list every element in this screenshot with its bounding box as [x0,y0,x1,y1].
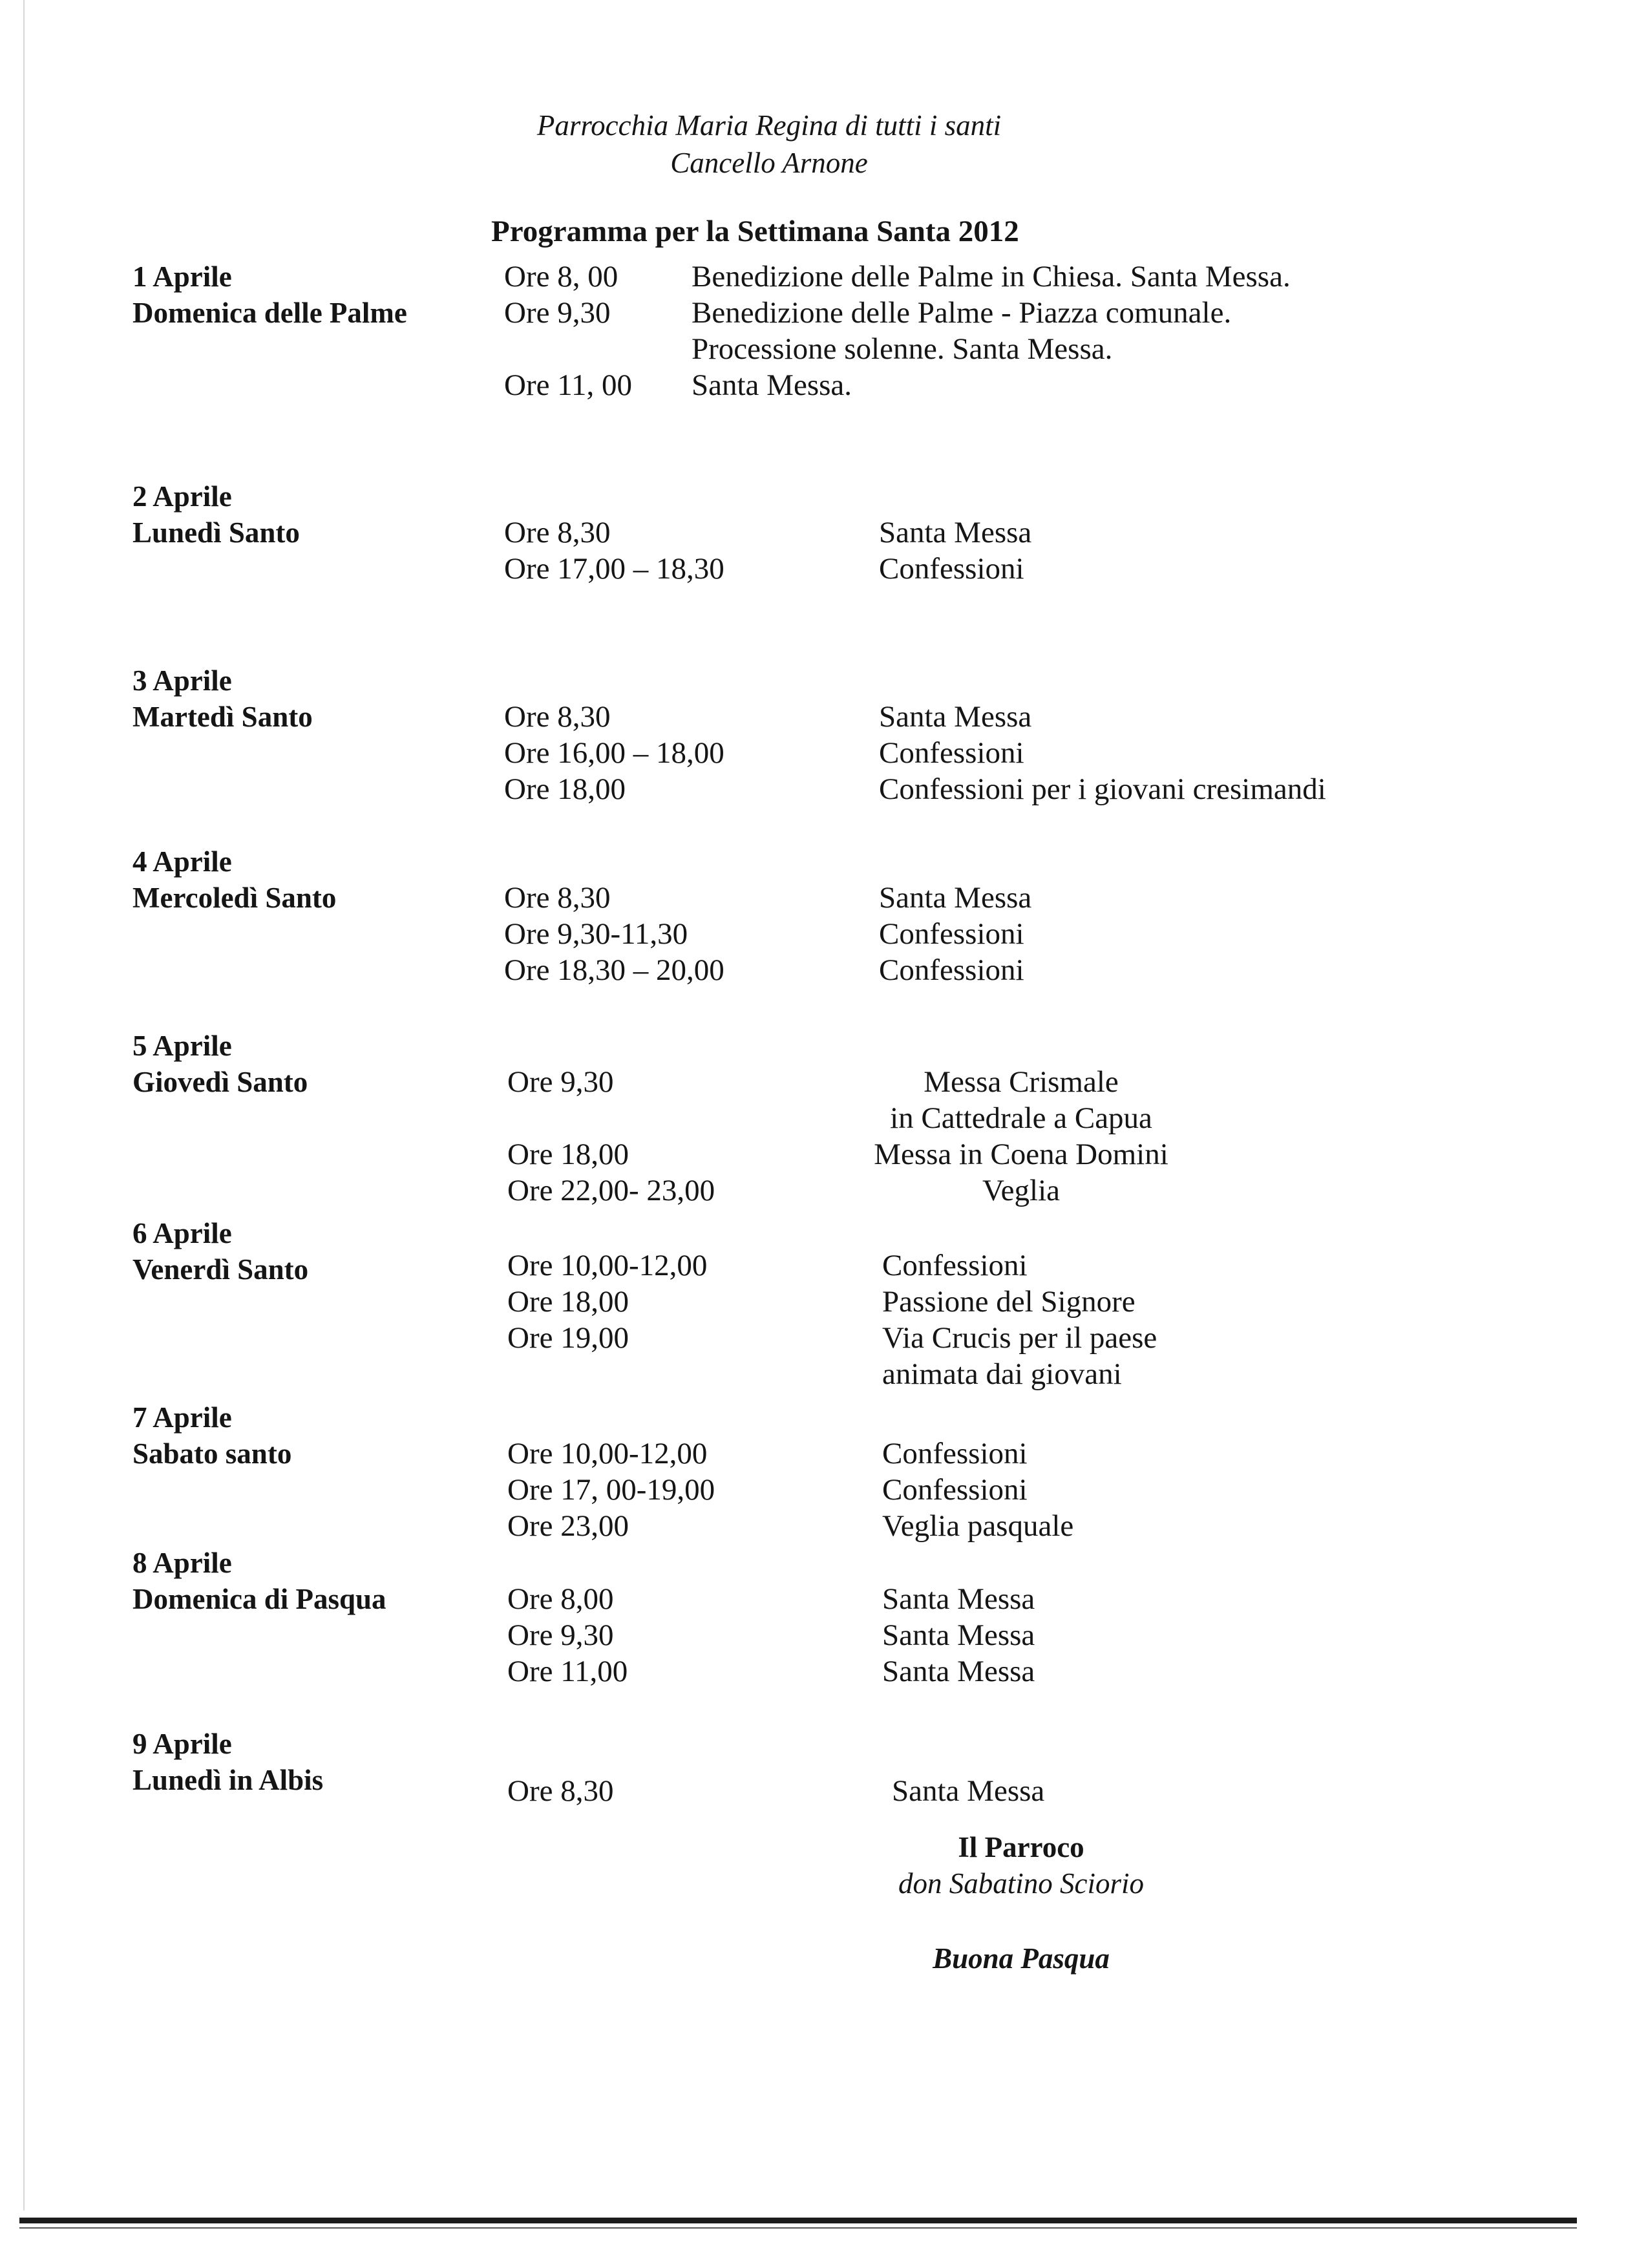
event-description [692,367,852,403]
day-name: Lunedì Santo [132,516,300,549]
day-date: 9 Aprile [132,1728,232,1760]
event-description-line: in Cattedrale a Capua [890,1101,1152,1135]
event-time: Ore 10,00-12,00 [507,1249,708,1282]
event-description-line: Santa Messa [879,881,1032,915]
day-heading [132,662,494,735]
event-time: Ore 18,00 [507,1285,629,1319]
event-description-line: Santa Messa [882,1618,1035,1652]
event-time: Ore 11,00 [507,1655,628,1688]
event-description-line: Messa in Coena Domini [874,1138,1168,1171]
day-heading [132,1399,494,1472]
day-heading [132,1726,494,1798]
event-time: Ore 9,30 [507,1065,614,1099]
day-date: 4 Aprile [132,845,232,878]
event-description [882,1436,1028,1472]
event-description [882,1508,1073,1544]
day-name: Venerdì Santo [132,1253,309,1286]
event-time: Ore 8,30 [504,516,611,549]
day-name: Domenica delle Palme [132,297,407,329]
event-description-line: Confessioni [879,953,1024,987]
event-time: Ore 18,30 – 20,00 [504,953,724,987]
event-description [692,259,1291,295]
event-description-line: Confessioni per i giovani cresimandi [879,772,1326,806]
event-description-line: Santa Messa [882,1655,1035,1688]
event-time: Ore 8, 00 [504,260,618,293]
event-time: Ore 23,00 [507,1509,629,1543]
signature-role: Il Parroco [958,1831,1084,1863]
event-description-line: Benedizione delle Palme - Piazza comunale. [692,296,1232,330]
event-description [882,1284,1136,1320]
event-time: Ore 17,00 – 18,30 [504,552,724,586]
event-description-line: animata dai giovani [882,1357,1122,1391]
day-heading [132,1028,494,1100]
day-name: Domenica di Pasqua [132,1583,386,1615]
event-description [882,1247,1028,1284]
event-description-line: Confessioni [882,1473,1028,1507]
day-heading [132,843,494,916]
event-time: Ore 22,00- 23,00 [507,1174,715,1207]
event-description-line: Messa Crismale [924,1065,1119,1099]
day-date: 1 Aprile [132,260,232,293]
day-date: 8 Aprile [132,1547,232,1579]
event-description [879,514,1031,551]
event-description-line: Via Crucis per il paese [882,1321,1157,1355]
event-time: Ore 19,00 [507,1321,629,1355]
event-description-line: Santa Messa [892,1774,1045,1808]
event-description [879,952,1024,988]
event-description-line: Santa Messa [879,516,1032,549]
greeting: Buona Pasqua [933,1942,1110,1975]
event-description-line: Veglia [982,1174,1061,1207]
day-heading [132,259,494,331]
day-name: Martedì Santo [132,701,313,733]
event-description [866,1064,1176,1136]
event-time: Ore 8,30 [507,1774,614,1808]
event-description [879,735,1024,771]
event-description [866,1172,1176,1209]
bottom-rule-thin [19,2227,1577,2229]
event-description-line: Benedizione delle Palme in Chiesa. Santa Messa. [692,260,1291,293]
event-description-line: Confessioni [882,1437,1028,1470]
event-time: Ore 17, 00-19,00 [507,1473,715,1507]
event-description-line: Passione del Signore [882,1285,1136,1319]
event-description [892,1773,1044,1809]
bottom-rule [19,2218,1577,2223]
event-time: Ore 8,30 [504,881,611,915]
event-description-line: Confessioni [879,917,1024,951]
event-description-line: Santa Messa [879,700,1032,734]
event-description-line: Santa Messa [882,1582,1035,1616]
event-description [882,1581,1035,1617]
parish-name: Parrocchia Maria Regina di tutti i santi [536,109,1002,142]
signature-block [879,1829,1163,1977]
event-time: Ore 9,30 [507,1618,614,1652]
event-description [879,771,1326,807]
event-description [879,916,1024,952]
day-name: Giovedì Santo [132,1066,308,1098]
day-name: Sabato santo [132,1437,292,1470]
event-description-line: Confessioni [879,736,1024,770]
parish-header [0,107,1538,182]
event-time: Ore 9,30-11,30 [504,917,688,951]
event-time: Ore 18,00 [504,772,626,806]
day-date: 3 Aprile [132,664,232,697]
program-title: Programma per la Settimana Santa 2012 [491,215,1019,248]
event-description [879,699,1031,735]
day-heading [132,478,494,551]
event-time: Ore 8,30 [504,700,611,734]
event-time: Ore 18,00 [507,1138,629,1171]
event-description [882,1617,1035,1653]
event-description [882,1472,1028,1508]
event-description-line: Confessioni [879,552,1024,586]
event-description [882,1320,1157,1392]
event-description [879,551,1024,587]
event-time: Ore 11, 00 [504,368,632,402]
signature-name: don Sabatino Sciorio [898,1867,1144,1900]
event-time: Ore 9,30 [504,296,611,330]
event-description [692,295,1231,367]
day-name: Mercoledì Santo [132,882,337,914]
day-date: 5 Aprile [132,1030,232,1062]
day-heading [132,1545,494,1617]
event-description [879,880,1031,916]
event-description-line: Veglia pasquale [882,1509,1074,1543]
event-description [866,1136,1176,1172]
event-description-line: Santa Messa. [692,368,852,402]
day-date: 7 Aprile [132,1401,232,1434]
day-date: 6 Aprile [132,1217,232,1249]
day-name: Lunedì in Albis [132,1764,324,1796]
town-name: Cancello Arnone [670,147,868,179]
event-description-line: Confessioni [882,1249,1028,1282]
scan-left-edge [23,0,25,2210]
event-time: Ore 8,00 [507,1582,614,1616]
event-time: Ore 16,00 – 18,00 [504,736,724,770]
event-description [882,1653,1035,1690]
event-description-line: Processione solenne. Santa Messa. [692,332,1113,366]
event-time: Ore 10,00-12,00 [507,1437,708,1470]
day-heading [132,1215,494,1288]
day-date: 2 Aprile [132,480,232,513]
